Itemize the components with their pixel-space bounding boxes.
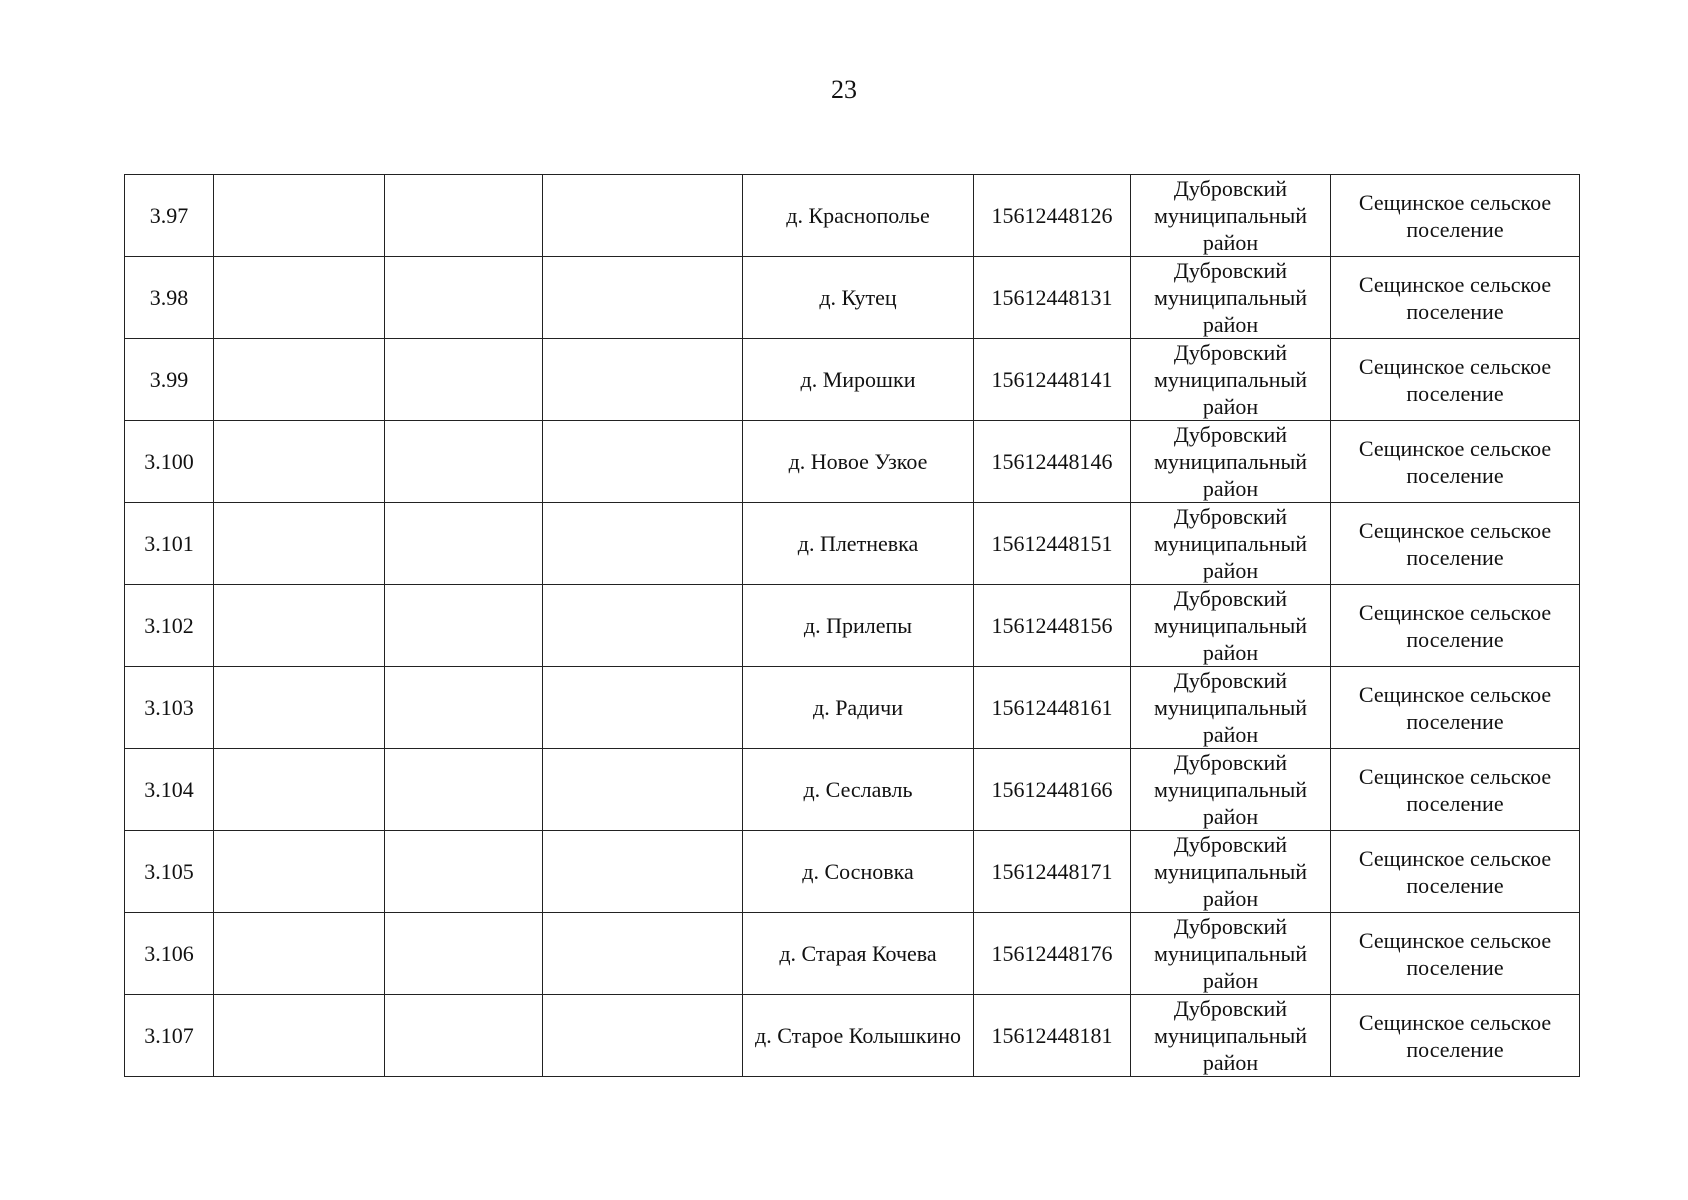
empty-cell (214, 175, 385, 257)
oktmo-code-cell: 15612448176 (974, 913, 1131, 995)
empty-cell (385, 503, 543, 585)
settlement-cell: д. Старое Колышкино (743, 995, 974, 1077)
empty-cell (543, 339, 743, 421)
registry-table (124, 174, 1580, 1077)
district-cell: Дубровский муниципальный район (1131, 667, 1331, 749)
district-cell: Дубровский муниципальный район (1131, 339, 1331, 421)
oktmo-code-cell: 15612448146 (974, 421, 1131, 503)
empty-cell (543, 749, 743, 831)
empty-cell (543, 503, 743, 585)
empty-cell (385, 585, 543, 667)
municipality-cell: Сещинское сельское поселение (1331, 257, 1580, 339)
settlement-cell: д. Кутец (743, 257, 974, 339)
row-number-cell: 3.97 (125, 175, 214, 257)
empty-cell (214, 585, 385, 667)
row-number-cell: 3.101 (125, 503, 214, 585)
empty-cell (385, 339, 543, 421)
empty-cell (543, 995, 743, 1077)
row-number-cell: 3.100 (125, 421, 214, 503)
empty-cell (543, 913, 743, 995)
district-cell: Дубровский муниципальный район (1131, 749, 1331, 831)
settlement-cell: д. Мирошки (743, 339, 974, 421)
oktmo-code-cell: 15612448171 (974, 831, 1131, 913)
municipality-cell: Сещинское сельское поселение (1331, 667, 1580, 749)
empty-cell (214, 995, 385, 1077)
settlement-cell: д. Прилепы (743, 585, 974, 667)
municipality-cell: Сещинское сельское поселение (1331, 421, 1580, 503)
empty-cell (214, 339, 385, 421)
row-number-cell: 3.98 (125, 257, 214, 339)
district-cell: Дубровский муниципальный район (1131, 831, 1331, 913)
district-cell: Дубровский муниципальный район (1131, 995, 1331, 1077)
row-number-cell: 3.102 (125, 585, 214, 667)
municipality-cell: Сещинское сельское поселение (1331, 913, 1580, 995)
empty-cell (385, 995, 543, 1077)
empty-cell (543, 831, 743, 913)
table-row (125, 913, 1580, 995)
district-cell: Дубровский муниципальный район (1131, 175, 1331, 257)
empty-cell (385, 175, 543, 257)
empty-cell (385, 913, 543, 995)
municipality-cell: Сещинское сельское поселение (1331, 503, 1580, 585)
settlement-cell: д. Старая Кочева (743, 913, 974, 995)
row-number-cell: 3.99 (125, 339, 214, 421)
table-row (125, 421, 1580, 503)
empty-cell (385, 831, 543, 913)
row-number-cell: 3.107 (125, 995, 214, 1077)
empty-cell (543, 421, 743, 503)
empty-cell (214, 831, 385, 913)
settlement-cell: д. Плетневка (743, 503, 974, 585)
oktmo-code-cell: 15612448151 (974, 503, 1131, 585)
empty-cell (214, 749, 385, 831)
table-row (125, 831, 1580, 913)
table-row (125, 667, 1580, 749)
empty-cell (385, 749, 543, 831)
empty-cell (385, 257, 543, 339)
district-cell: Дубровский муниципальный район (1131, 913, 1331, 995)
empty-cell (214, 257, 385, 339)
empty-cell (385, 667, 543, 749)
settlement-cell: д. Радичи (743, 667, 974, 749)
oktmo-code-cell: 15612448126 (974, 175, 1131, 257)
settlement-cell: д. Сосновка (743, 831, 974, 913)
page-number: 23 (831, 75, 857, 104)
table-row (125, 257, 1580, 339)
settlement-cell: д. Краснополье (743, 175, 974, 257)
empty-cell (543, 585, 743, 667)
table-row (125, 503, 1580, 585)
empty-cell (214, 421, 385, 503)
district-cell: Дубровский муниципальный район (1131, 257, 1331, 339)
row-number-cell: 3.106 (125, 913, 214, 995)
row-number-cell: 3.105 (125, 831, 214, 913)
table-row (125, 749, 1580, 831)
municipality-cell: Сещинское сельское поселение (1331, 749, 1580, 831)
municipality-cell: Сещинское сельское поселение (1331, 339, 1580, 421)
oktmo-code-cell: 15612448161 (974, 667, 1131, 749)
row-number-cell: 3.103 (125, 667, 214, 749)
table-row (125, 175, 1580, 257)
municipality-cell: Сещинское сельское поселение (1331, 831, 1580, 913)
district-cell: Дубровский муниципальный район (1131, 503, 1331, 585)
oktmo-code-cell: 15612448131 (974, 257, 1131, 339)
empty-cell (214, 913, 385, 995)
settlement-cell: д. Сеславль (743, 749, 974, 831)
empty-cell (543, 257, 743, 339)
empty-cell (543, 667, 743, 749)
table-row (125, 995, 1580, 1077)
empty-cell (543, 175, 743, 257)
empty-cell (214, 503, 385, 585)
row-number-cell: 3.104 (125, 749, 214, 831)
empty-cell (385, 421, 543, 503)
oktmo-code-cell: 15612448166 (974, 749, 1131, 831)
municipality-cell: Сещинское сельское поселение (1331, 995, 1580, 1077)
settlement-cell: д. Новое Узкое (743, 421, 974, 503)
table-row (125, 585, 1580, 667)
table-row (125, 339, 1580, 421)
district-cell: Дубровский муниципальный район (1131, 421, 1331, 503)
empty-cell (214, 667, 385, 749)
municipality-cell: Сещинское сельское поселение (1331, 585, 1580, 667)
municipality-cell: Сещинское сельское поселение (1331, 175, 1580, 257)
oktmo-code-cell: 15612448141 (974, 339, 1131, 421)
district-cell: Дубровский муниципальный район (1131, 585, 1331, 667)
oktmo-code-cell: 15612448156 (974, 585, 1131, 667)
oktmo-code-cell: 15612448181 (974, 995, 1131, 1077)
